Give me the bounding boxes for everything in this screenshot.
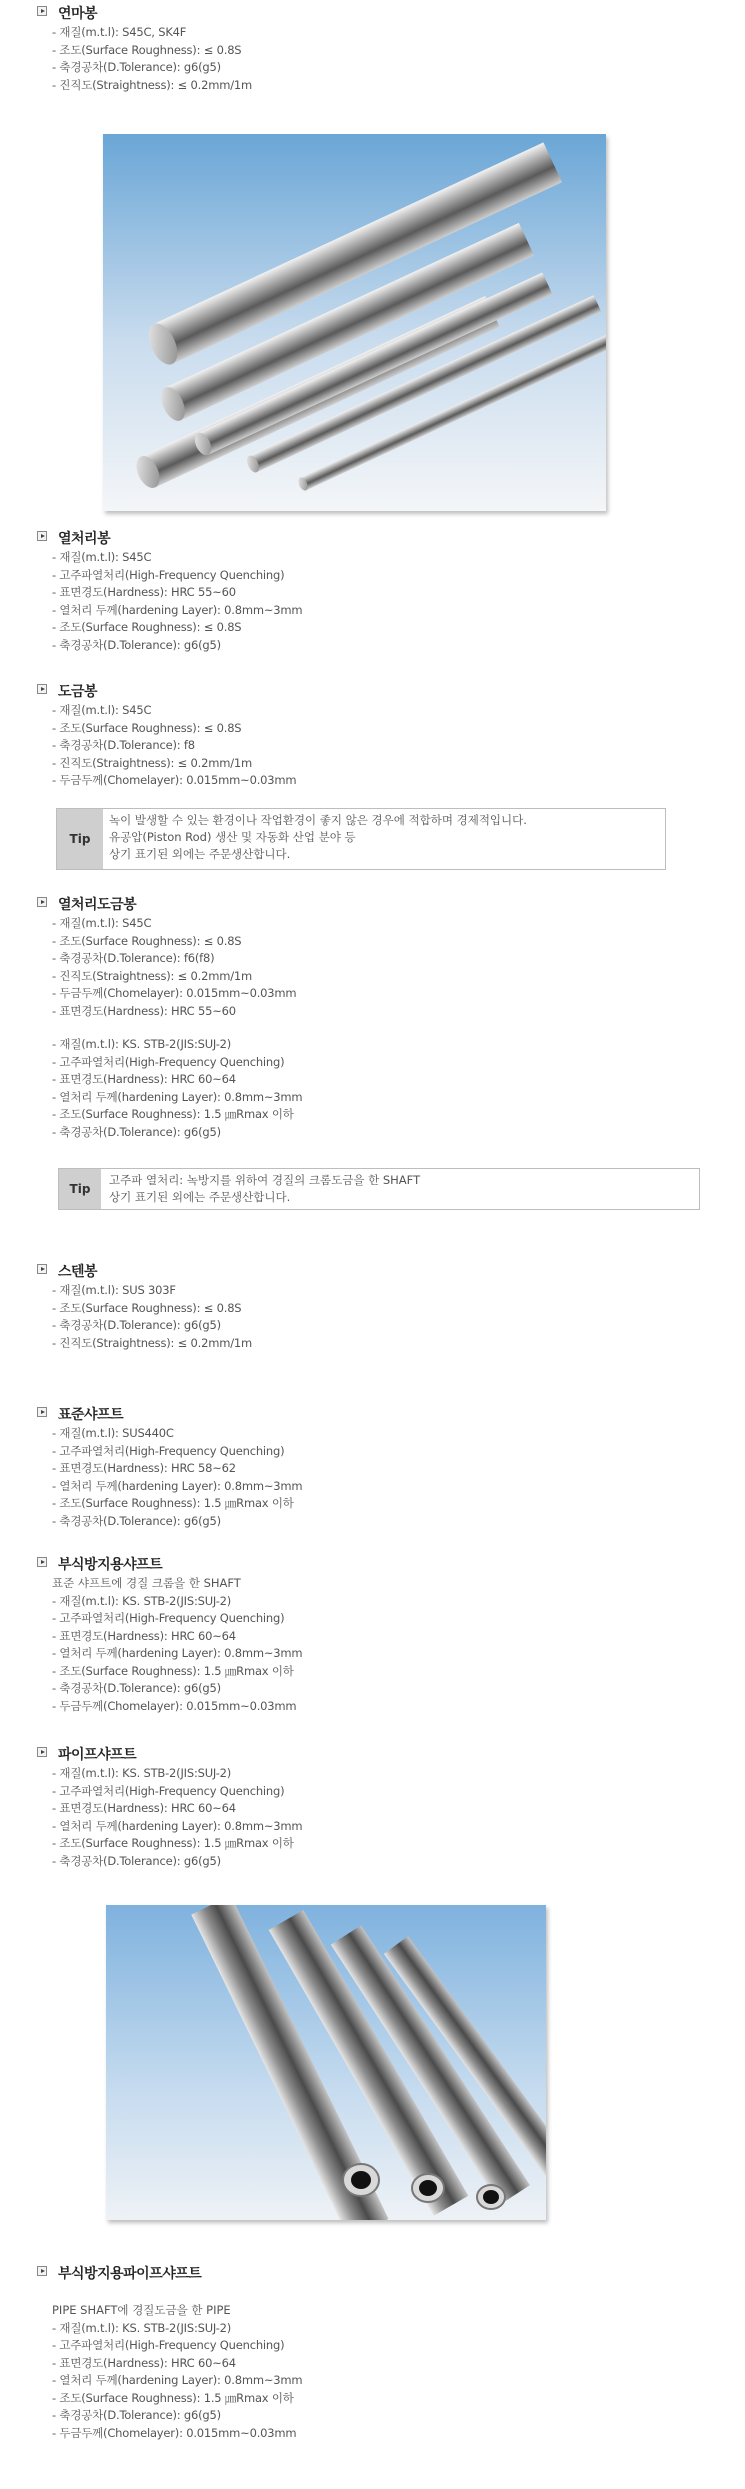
spec-item: - 축경공차(D.Tolerance): g6(g5) — [52, 637, 221, 652]
section-plated-bar — [0, 680, 745, 790]
spec-list-secondary — [0, 1036, 745, 1141]
steel-bars-photo-icon — [103, 134, 606, 511]
spec-list — [0, 915, 745, 1020]
bullet-arrow-icon — [37, 531, 47, 541]
spec-item: - 축경공차(D.Tolerance): g6(g5) — [52, 1513, 221, 1528]
spec-item: - 재질(m.t.l): S45C — [52, 703, 152, 717]
section-title: 연마봉 — [58, 6, 98, 22]
section-heat-treated-bar — [0, 527, 745, 654]
tip-line: 상기 표기된 외에는 주문생산합니다. — [109, 1190, 291, 1204]
spec-item: - 표면경도(Hardness): HRC 58~62 — [52, 1461, 236, 1475]
section-title: 열처리도금봉 — [58, 897, 137, 913]
section-title: 파이프샤프트 — [58, 1747, 137, 1763]
spec-item: - 표면경도(Hardness): HRC 60~64 — [52, 1628, 236, 1643]
spec-item: - 축경공차(D.Tolerance): f8 — [52, 738, 195, 752]
spec-item: - 조도(Surface Roughness): 1.5 ㎛Rmax 이하 — [52, 1107, 294, 1121]
spec-item: - 표면경도(Hardness): HRC 60~64 — [52, 1072, 236, 1086]
bullet-arrow-icon — [37, 1407, 47, 1417]
tip-label: Tip — [57, 809, 103, 869]
spec-item: - 두금두께(Chomelayer): 0.015mm~0.03mm — [52, 1698, 297, 1713]
bullet-arrow-icon — [37, 1264, 47, 1274]
section-header — [0, 1403, 745, 1425]
section-stainless-bar — [0, 1260, 745, 1352]
bullet-arrow-icon — [37, 897, 47, 907]
spec-item: - 고주파열처리(High-Frequency Quenching) — [52, 1443, 285, 1458]
spec-item: - 재질(m.t.l): KS. STB-2(JIS:SUJ-2) — [52, 1766, 232, 1780]
spec-list — [0, 1765, 745, 1870]
section-title: 스텐봉 — [58, 1264, 98, 1280]
bullet-arrow-icon — [37, 1747, 47, 1757]
spec-item: - 조도(Surface Roughness): ≤ 0.8S — [52, 720, 242, 735]
bullet-arrow-icon — [37, 6, 47, 16]
section-header — [0, 1743, 745, 1765]
spec-item: - 열처리 두께(hardening Layer): 0.8mm~3mm — [52, 1478, 303, 1493]
spec-item: - 축경공차(D.Tolerance): g6(g5) — [52, 1681, 221, 1695]
section-ground-bar — [0, 2, 745, 94]
spec-item: - 조도(Surface Roughness): ≤ 0.8S — [52, 42, 242, 57]
tip-text — [109, 812, 527, 863]
pipe-shafts-photo — [106, 1905, 546, 2220]
spec-list — [0, 24, 745, 94]
tip-box — [56, 808, 666, 870]
section-header — [0, 680, 745, 702]
section-intro: PIPE SHAFT에 경질도금을 한 PIPE — [52, 2303, 231, 2317]
spec-item: - 표면경도(Hardness): HRC 55~60 — [52, 1003, 236, 1018]
section-header — [0, 527, 745, 549]
spec-item: - 조도(Surface Roughness): 1.5 ㎛Rmax 이하 — [52, 1836, 294, 1850]
spec-item: - 축경공차(D.Tolerance): g6(g5) — [52, 1318, 221, 1332]
ground-bars-photo — [103, 134, 606, 511]
spec-item: - 재질(m.t.l): KS. STB-2(JIS:SUJ-2) — [52, 2320, 232, 2335]
steel-pipes-photo-icon — [106, 1905, 546, 2220]
section-standard-shaft — [0, 1403, 745, 1530]
spec-list — [0, 702, 745, 790]
spec-item: - 축경공차(D.Tolerance): g6(g5) — [52, 1124, 221, 1139]
spec-item: - 축경공차(D.Tolerance): g6(g5) — [52, 60, 221, 74]
spec-item: - 조도(Surface Roughness): 1.5 ㎛Rmax 이하 — [52, 2390, 294, 2405]
spec-item: - 진직도(Straightness): ≤ 0.2mm/1m — [52, 1335, 253, 1350]
section-title: 도금봉 — [58, 684, 98, 700]
section-header — [0, 2, 745, 24]
spec-item: - 고주파열처리(High-Frequency Quenching) — [52, 2338, 285, 2352]
section-header — [0, 1260, 745, 1282]
spec-item: - 고주파열처리(High-Frequency Quenching) — [52, 567, 285, 582]
section-title: 표준샤프트 — [58, 1407, 124, 1423]
section-header — [0, 893, 745, 915]
tip-line: 상기 표기된 외에는 주문생산합니다. — [109, 847, 291, 861]
section-header — [0, 2262, 745, 2284]
bullet-arrow-icon — [37, 2266, 47, 2276]
spec-item: - 두금두께(Chomelayer): 0.015mm~0.03mm — [52, 986, 297, 1000]
spec-item: - 조도(Surface Roughness): 1.5 ㎛Rmax 이하 — [52, 1663, 294, 1678]
spec-item: - 열처리 두께(hardening Layer): 0.8mm~3mm — [52, 602, 303, 617]
spec-list — [0, 1593, 745, 1716]
bullet-arrow-icon — [37, 1557, 47, 1567]
section-title: 열처리봉 — [58, 531, 111, 547]
spec-item: - 축경공차(D.Tolerance): g6(g5) — [52, 1853, 221, 1868]
spec-item: - 두금두께(Chomelayer): 0.015mm~0.03mm — [52, 773, 297, 787]
tip-text — [109, 1172, 420, 1206]
section-pipe-shaft — [0, 1743, 745, 1870]
spec-item: - 조도(Surface Roughness): ≤ 0.8S — [52, 1300, 242, 1315]
spec-item: - 열처리 두께(hardening Layer): 0.8mm~3mm — [52, 1646, 303, 1660]
spec-item: - 고주파열처리(High-Frequency Quenching) — [52, 1783, 285, 1798]
spec-item: - 표면경도(Hardness): HRC 55~60 — [52, 585, 236, 599]
spec-list — [0, 1425, 745, 1530]
spec-item: - 재질(m.t.l): S45C — [52, 916, 152, 930]
spec-item: - 재질(m.t.l): SUS 303F — [52, 1283, 176, 1297]
spec-item: - 축경공차(D.Tolerance): g6(g5) — [52, 2408, 221, 2422]
spec-list — [0, 1282, 745, 1352]
spec-item: - 표면경도(Hardness): HRC 60~64 — [52, 2355, 236, 2370]
section-header — [0, 1553, 745, 1575]
spec-item: - 열처리 두께(hardening Layer): 0.8mm~3mm — [52, 1818, 303, 1833]
spec-item: - 고주파열처리(High-Frequency Quenching) — [52, 1054, 285, 1069]
section-heat-treated-plated-bar — [0, 893, 745, 1141]
spec-item: - 재질(m.t.l): S45C — [52, 550, 152, 564]
tip-line: 고주파 열처리: 녹방지를 위하여 경질의 크롬도금을 한 SHAFT — [109, 1173, 421, 1187]
spec-item: - 고주파열처리(High-Frequency Quenching) — [52, 1611, 285, 1625]
spec-item: - 축경공차(D.Tolerance): f6(f8) — [52, 951, 215, 965]
tip-box — [58, 1168, 700, 1210]
spec-item: - 조도(Surface Roughness): ≤ 0.8S — [52, 933, 242, 948]
section-title: 부식방지용샤프트 — [58, 1557, 163, 1573]
spec-item: - 두금두께(Chomelayer): 0.015mm~0.03mm — [52, 2425, 297, 2440]
spec-item: - 조도(Surface Roughness): ≤ 0.8S — [52, 620, 242, 634]
section-intro: 표준 샤프트에 경질 크롬을 한 SHAFT — [52, 1576, 241, 1590]
spec-item: - 진직도(Straightness): ≤ 0.2mm/1m — [52, 77, 253, 92]
spec-item: - 재질(m.t.l): KS. STB-2(JIS:SUJ-2) — [52, 1037, 232, 1051]
section-anticorrosion-shaft — [0, 1553, 745, 1715]
spec-item: - 재질(m.t.l): S45C, SK4F — [52, 25, 187, 39]
tip-line: 녹이 발생할 수 있는 환경이나 작업환경이 좋지 않은 경우에 적합하며 경제적입니다. — [109, 813, 527, 827]
spec-item: - 열처리 두께(hardening Layer): 0.8mm~3mm — [52, 1089, 303, 1104]
section-title: 부식방지용파이프샤프트 — [58, 2266, 202, 2282]
spec-list — [0, 549, 745, 654]
tip-label: Tip — [59, 1169, 101, 1209]
spec-item: - 표면경도(Hardness): HRC 60~64 — [52, 1801, 236, 1815]
spec-item: - 진직도(Straightness): ≤ 0.2mm/1m — [52, 968, 253, 983]
spec-list — [0, 2320, 745, 2443]
spec-item: - 재질(m.t.l): KS. STB-2(JIS:SUJ-2) — [52, 1593, 232, 1608]
spec-item: - 진직도(Straightness): ≤ 0.2mm/1m — [52, 755, 253, 770]
section-anticorrosion-pipe-shaft — [0, 2262, 745, 2442]
spec-item: - 조도(Surface Roughness): 1.5 ㎛Rmax 이하 — [52, 1496, 294, 1510]
spec-item: - 재질(m.t.l): SUS440C — [52, 1426, 174, 1440]
spec-item: - 열처리 두께(hardening Layer): 0.8mm~3mm — [52, 2373, 303, 2387]
tip-line: 유공압(Piston Rod) 생산 및 자동화 산업 분야 등 — [109, 830, 356, 844]
bullet-arrow-icon — [37, 684, 47, 694]
